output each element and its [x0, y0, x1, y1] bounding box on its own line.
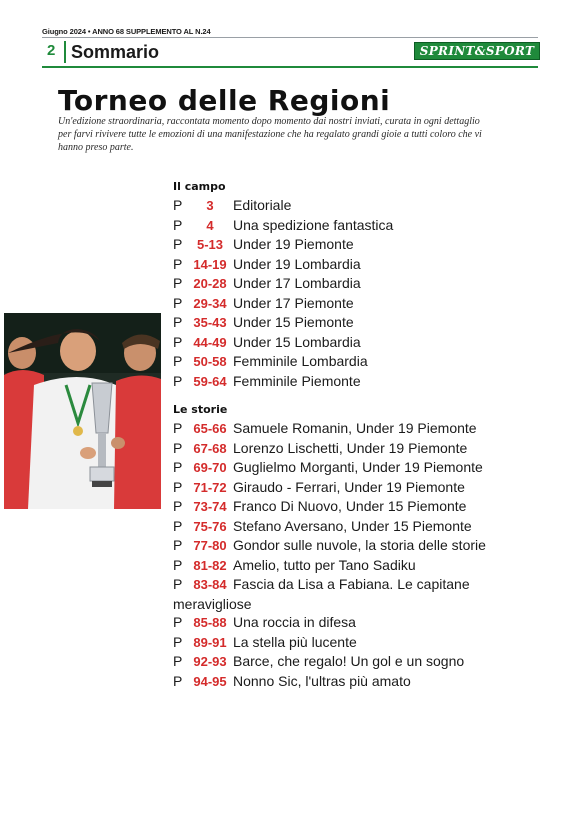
page-range: 59-64 [193, 373, 227, 389]
page-marker: P [173, 236, 183, 252]
entry-title: Femminile Lombardia [233, 353, 368, 369]
toc-list-campo [173, 196, 533, 391]
page-range: 67-68 [193, 440, 227, 456]
page-marker: P [173, 653, 183, 669]
page-range: 69-70 [193, 460, 227, 475]
page-marker: P [173, 294, 183, 311]
toc-entry[interactable] [173, 235, 533, 255]
entry-title: Under 15 Lombardia [233, 333, 361, 350]
toc-entry[interactable] [173, 439, 533, 459]
page-range: 4 [206, 217, 214, 233]
entry-title: Stefano Aversano, Under 15 Piemonte [233, 517, 472, 534]
page-range: 85-88 [193, 615, 227, 630]
toc-entry[interactable] [173, 613, 533, 633]
entry-title: Nonno Sic, l'ultras più amato [233, 672, 411, 689]
section-title: Sommario [71, 42, 160, 62]
page-number-divider [64, 41, 66, 63]
entry-title: Una roccia in difesa [233, 614, 356, 630]
page-marker: P [173, 498, 183, 514]
section-heading-storie: Le storie [173, 403, 228, 416]
page-marker: P [173, 216, 183, 233]
page-marker: P [173, 672, 183, 689]
table-of-contents [173, 180, 533, 691]
page-number: 2 [47, 42, 56, 59]
page-range: 14-19 [193, 256, 227, 272]
page-range: 73-74 [193, 499, 227, 514]
toc-entry[interactable] [173, 419, 533, 439]
entry-title: Gondor sulle nuvole, la storia delle storie [233, 537, 486, 553]
issue-line: Giugno 2024 • ANNO 68 SUPPLEMENTO AL N.24 [42, 27, 211, 36]
page-marker: P [173, 633, 183, 650]
entry-title: Franco Di Nuovo, Under 15 Piemonte [233, 498, 467, 514]
toc-entry[interactable] [173, 497, 533, 517]
toc-entry[interactable] [173, 536, 533, 556]
entry-title: Editoriale [233, 197, 292, 213]
toc-entry[interactable] [173, 255, 533, 275]
page-marker: P [173, 439, 183, 456]
toc-entry[interactable] [173, 274, 533, 294]
intro-text: Un'edizione straordinaria, raccontata momento dopo momento dai nostri inviati, curata in ogni dettaglio per farvi rivivere tutte le emozioni di una manifestazione che ha regalato grandi gioie a tutti coloro che vi hanno preso parte. [58, 116, 482, 153]
page-marker: P [173, 275, 183, 291]
entry-title: Guglielmo Morganti, Under 19 Piemonte [233, 459, 483, 475]
page-range: 35-43 [193, 315, 227, 330]
toc-entry[interactable] [173, 672, 533, 692]
entry-title: Under 17 Lombardia [233, 275, 361, 291]
page-marker: P [173, 333, 183, 350]
section-heading-campo: Il campo [173, 180, 226, 193]
page-marker: P [173, 255, 183, 272]
page-marker: P [173, 517, 183, 534]
toc-entry[interactable] [173, 556, 533, 576]
page-range: 20-28 [193, 276, 227, 291]
toc-entry[interactable] [173, 478, 533, 498]
toc-entry[interactable] [173, 372, 533, 392]
page-marker: P [173, 614, 183, 630]
entry-title: Under 19 Piemonte [233, 236, 354, 252]
toc-entry[interactable] [173, 458, 533, 478]
page-range: 83-84 [193, 577, 227, 592]
page-range: 92-93 [193, 654, 227, 669]
page-range: 5-13 [196, 237, 224, 252]
page-marker: P [173, 314, 183, 330]
page-range: 3 [206, 198, 214, 213]
page-range: 75-76 [193, 518, 227, 534]
page-title: Torneo delle Regioni [58, 84, 391, 117]
page-marker: P [173, 576, 183, 592]
toc-entry[interactable] [173, 633, 533, 653]
page-marker: P [173, 197, 183, 213]
page-range: 77-80 [193, 538, 227, 553]
header-rule [42, 37, 538, 38]
toc-entry[interactable] [173, 333, 533, 353]
toc-entry[interactable] [173, 652, 533, 672]
header-underline [42, 66, 538, 68]
page-marker: P [173, 372, 183, 389]
entry-title: Barce, che regalo! Un gol e un sogno [233, 653, 465, 669]
toc-entry[interactable] [173, 216, 533, 236]
page-range: 71-72 [193, 479, 227, 495]
page-marker: P [173, 556, 183, 573]
entry-title: Under 15 Piemonte [233, 314, 354, 330]
toc-entry[interactable] [173, 294, 533, 314]
entry-title: Giraudo - Ferrari, Under 19 Piemonte [233, 478, 465, 495]
entry-title: La stella più lucente [233, 633, 357, 650]
toc-entry[interactable] [173, 313, 533, 333]
toc-entry[interactable] [173, 352, 533, 372]
entry-title: Lorenzo Lischetti, Under 19 Piemonte [233, 439, 468, 456]
page-range: 94-95 [193, 673, 227, 689]
page-range: 81-82 [193, 557, 227, 573]
page-marker: P [173, 537, 183, 553]
entry-title: Under 17 Piemonte [233, 294, 354, 311]
toc-entry[interactable] [173, 196, 533, 216]
entry-title: Una spedizione fantastica [233, 216, 394, 233]
entry-title: Femminile Piemonte [233, 372, 361, 389]
page-range: 89-91 [193, 634, 227, 650]
entry-title: Amelio, tutto per Tano Sadiku [233, 556, 416, 573]
toc-list-storie [173, 419, 533, 691]
page-marker: P [173, 478, 183, 495]
entry-title: Fascia da Lisa a Fabiana. Le capitane meravigliose [173, 576, 470, 612]
page-range: 50-58 [193, 354, 227, 369]
players-trophy-illustration [4, 313, 161, 509]
brand-logo: SPRINT&SPORT [414, 42, 540, 60]
page-marker: P [173, 353, 183, 369]
toc-entry[interactable] [173, 575, 533, 613]
toc-entry[interactable] [173, 517, 533, 537]
page-marker: P [173, 459, 183, 475]
page-range: 65-66 [193, 421, 227, 436]
team-photo [4, 313, 161, 509]
page-range: 44-49 [193, 334, 227, 350]
entry-title: Under 19 Lombardia [233, 255, 361, 272]
page-range: 29-34 [193, 295, 227, 311]
page-marker: P [173, 420, 183, 436]
entry-title: Samuele Romanin, Under 19 Piemonte [233, 420, 477, 436]
